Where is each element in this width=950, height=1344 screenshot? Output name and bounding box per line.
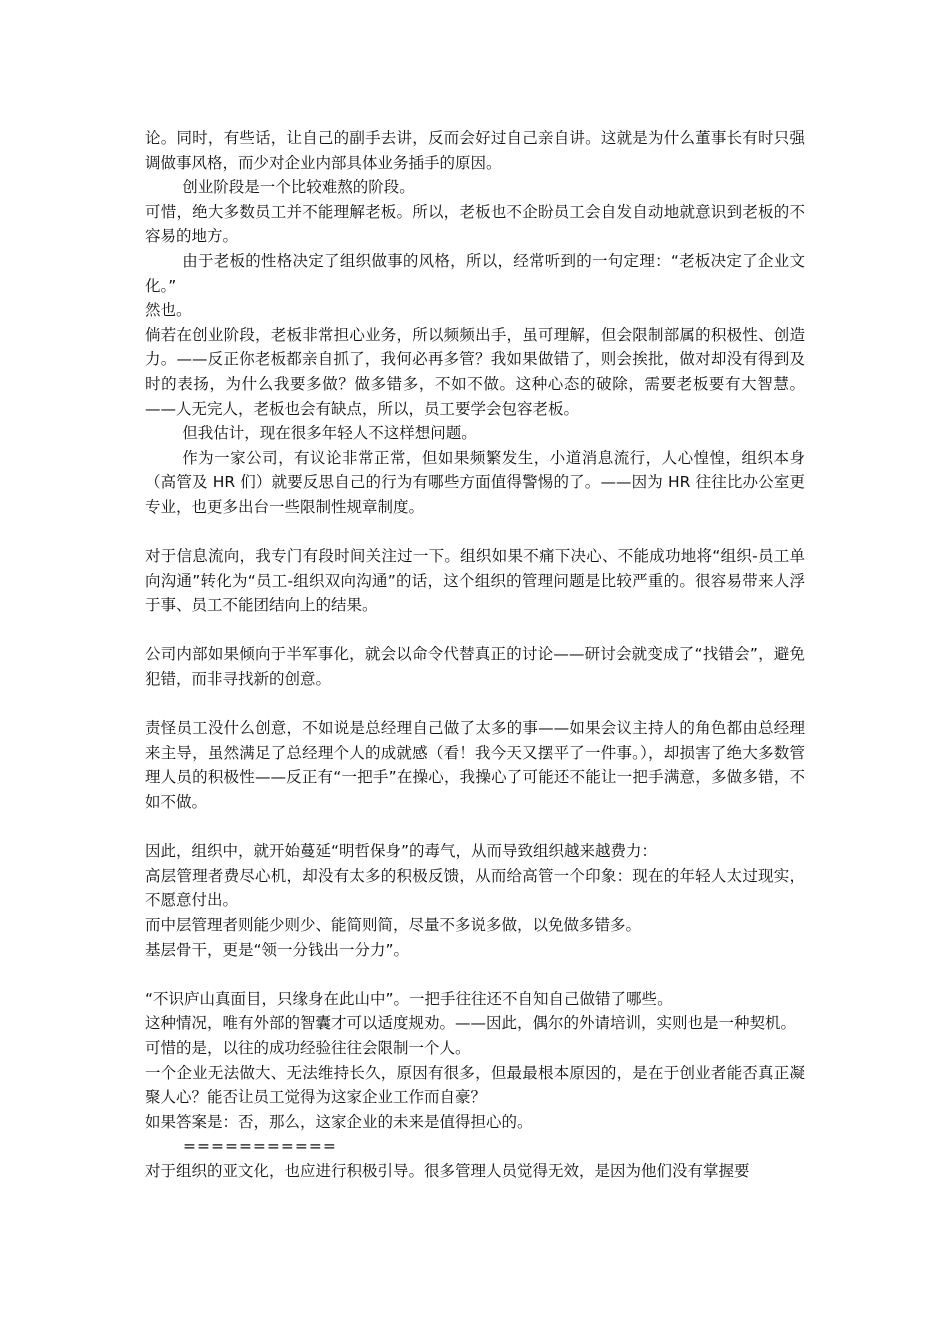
paragraph: 然也。 [145, 301, 192, 320]
paragraph-gap [145, 962, 805, 987]
document-page [145, 126, 805, 1184]
paragraph: 论。同时，有些话，让自己的副手去讲，反而会好过自己亲自讲。这就是为什么董事长有时只强调做事风格，而少对企业内部具体业务插手的原因。 [145, 129, 805, 172]
paragraph: 这种情况，唯有外部的智囊才可以适度规劝。——因此，偶尔的外请培训，实则也是一种契机。 [145, 1014, 797, 1033]
paragraph: 责怪员工没什么创意，不如说是总经理自己做了太多的事——如果会议主持人的角色都由总经理来主导，虽然满足了总经理个人的成就感（看！我今天又摆平了一件事。），却损害了绝大多数管理人员的积极性——反正有“一把手”在操心，我操心了可能还不能让一把手满意，多做多错，不如不做。 [145, 719, 805, 812]
paragraph: 公司内部如果倾向于半军事化，就会以命令代替真正的讨论——研讨会就变成了“找错会”，避免犯错，而非寻找新的创意。 [145, 645, 805, 689]
paragraph: 由于老板的性格决定了组织做事的风格，所以，经常听到的一句定理：“老板决定了企业文化。” [145, 251, 805, 295]
paragraph: 基层骨干，更是“领一分钱出一分力”。 [145, 940, 410, 959]
paragraph: “不识庐山真面目，只缘身在此山中”。一把手往往还不自知自己做错了哪些。 [145, 989, 673, 1008]
paragraph: 因此，组织中，就开始蔓延“明哲保身”的毒气，从而导致组织越来越费力： [145, 842, 658, 861]
paragraph-gap [145, 520, 805, 545]
paragraph: 而中层管理者则能少则少、能简则简，尽量不多说多做，以免做多错多。 [145, 916, 642, 934]
paragraph: 对于信息流向，我专门有段时间关注过一下。组织如果不痛下决心、不能成功地将“组织-员工单向沟通”转化为“员工-组织双向沟通”的话，这个组织的管理问题是比较严重的。很容易带来人浮于事、员工不能团结向上的结果。 [145, 547, 805, 615]
paragraph: 作为一家公司，有议论非常正常，但如果频繁发生，小道消息流行，人心惶惶，组织本身（高管及 HR 们）就要反思自己的行为有哪些方面值得警惕的了。——因为 HR 往往比办公室更专业，也更多出台一些限制性规章制度。 [145, 448, 805, 516]
paragraph: 如果答案是：否，那么，这家企业的未来是值得担心的。 [145, 1112, 533, 1131]
paragraph: 倘若在创业阶段，老板非常担心业务，所以频频出手，虽可理解，但会限制部属的积极性、创造力。——反正你老板都亲自抓了，我何必再多管？我如果做错了，则会挨批，做对却没有得到及时的表扬，为什么我要多做？做多错多，不如不做。这种心态的破除，需要老板要有大智慧。——人无完人，老板也会有缺点，所以，员工要学会包容老板。 [145, 325, 805, 418]
paragraph: 一个企业无法做大、无法维持长久，原因有很多，但最最根本原因的，是在于创业者能否真正凝聚人心？能否让员工觉得为这家企业工作而自豪？ [145, 1063, 805, 1107]
section-separator: =========== [183, 1137, 337, 1156]
paragraph: 创业阶段是一个比较难熬的阶段。 [182, 178, 415, 197]
closing-paragraph: 对于组织的亚文化，也应进行积极引导。很多管理人员觉得无效，是因为他们没有掌握要 [145, 1161, 750, 1180]
paragraph-gap [145, 618, 805, 643]
paragraph: 可惜，绝大多数员工并不能理解老板。所以，老板也不企盼员工会自发自动地就意识到老板的不容易的地方。 [145, 202, 805, 246]
paragraph-gap [145, 692, 805, 717]
paragraph: 可惜的是，以往的成功经验往往会限制一个人。 [145, 1038, 471, 1057]
document-body [145, 126, 805, 1134]
paragraph: 但我估计，现在很多年轻人不这样想问题。 [182, 424, 477, 443]
paragraph: 高层管理者费尽心机，却没有太多的积极反馈，从而给高管一个印象：现在的年轻人太过现实，不愿意付出。 [145, 866, 805, 910]
paragraph-gap [145, 815, 805, 840]
